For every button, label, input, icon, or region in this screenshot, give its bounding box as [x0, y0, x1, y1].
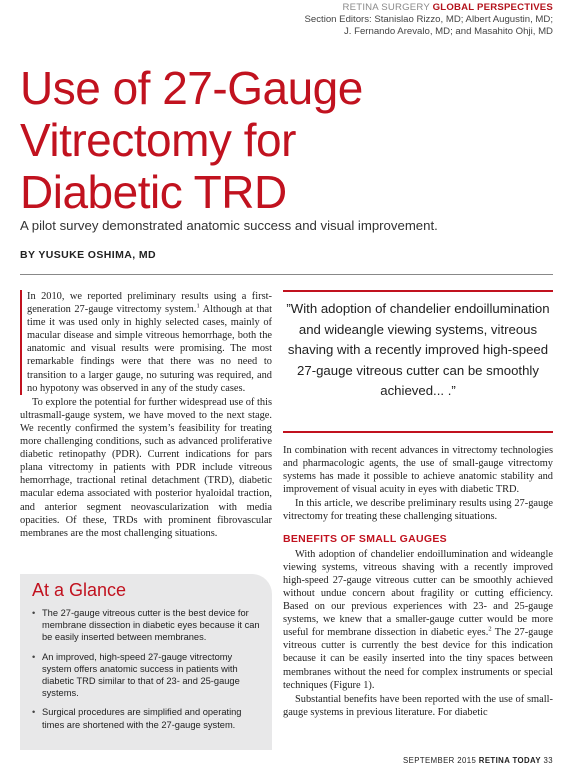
- at-a-glance-item: • An improved, high-speed 27-gauge vitrectomy system offers anatomic success in patients with diabetic TRD similar to that of 23- and 25-gauge systems.: [32, 651, 262, 700]
- footer-publication: RETINA TODAY: [478, 756, 541, 765]
- section-header: [305, 2, 553, 37]
- section-label: [305, 2, 553, 14]
- right-paragraph-2: In this article, we describe preliminary results using 27-gauge vitrectomy for treating these challenging situations.: [283, 498, 553, 523]
- article-byline: BY YUSUKE OSHIMA, MD: [20, 249, 156, 261]
- at-a-glance-list: [32, 607, 262, 731]
- at-a-glance-box: [20, 574, 272, 750]
- section-editors-line2: J. Fernando Arevalo, MD; and Masahito Ohji, MD: [343, 25, 553, 37]
- left-paragraph-1-text: In 2010, we reported preliminary results using a first-generation 27-gauge vitrectomy system.: [27, 291, 272, 316]
- article-subtitle: A pilot survey demonstrated anatomic success and visual improvement.: [20, 218, 438, 233]
- left-paragraph-2: To explore the potential for further widespread use of this ultrasmall-gauge system, we have moved to the next stage. We recently confirmed the system’s feasibility for treating more challenging conditions, such as advanced proliferative diabetic retinopathy (PDR). Current indications for pars plana vitrectomy in patients with PDR include vitreous hemorrhage, tractional retinal detachment (TRD), diabetic macular edema associated with posterior hyaloidal traction, and anterior segment neovascularization with media opacities. Of these, TRDs with prominent fibrovascular membranes are the most challenging situations.: [20, 396, 272, 539]
- right-column: [283, 444, 553, 720]
- section-editors-line1: Section Editors: Stanislao Rizzo, MD; Albert Augustin, MD;: [304, 13, 553, 25]
- right-paragraph-3: [283, 548, 553, 692]
- right-paragraph-3-text: With adoption of chandelier endoillumination and wideangle viewing systems, vitreous shaving with a recently improved high-speed 27-gauge vitreous cutter can be smoothly achieved without undue concern about fragility or cutting efficiency. Based on our previous experiences with 23- and 25-gauge systems, we knew that a smaller-gauge cutter would be more useful for membrane dissection in diabetic eyes.: [283, 548, 553, 639]
- footer-date: SEPTEMBER 2015: [403, 756, 477, 765]
- reference-1: 1: [196, 302, 200, 310]
- article-title-line2: Vitrectomy for: [20, 114, 296, 166]
- section-label-red: GLOBAL PERSPECTIVES: [432, 2, 553, 13]
- article-title-line1: Use of 27-Gauge: [20, 62, 363, 114]
- at-a-glance-item: • The 27-gauge vitreous cutter is the best device for membrane dissection in diabetic eyes because it can be easily inserted between membranes.: [32, 607, 262, 644]
- left-paragraph-1-cont: Although at that time it was used only in highly selected cases, mainly of macular disease and simple vitreous hemorrhage, both the anatomic and visual results were promising. The most remarkable findings were that there was no need to transition to a larger gauge, no suturing was required, and no hypotony was observed in any of the study cases.: [27, 304, 272, 394]
- pull-quote-bottom-rule: [283, 431, 553, 433]
- left-paragraph-1: [20, 290, 272, 395]
- reference-2: 2: [488, 625, 492, 633]
- page-footer: [403, 756, 553, 765]
- section-heading-benefits: BENEFITS OF SMALL GAUGES: [283, 532, 447, 545]
- right-paragraph-3-cont: The 27-gauge vitreous cutter is currently the best device for this indication because it can be easily inserted into the tiny spaces between membranes without the need for complex instruments or special techniques (Figure 1).: [283, 627, 553, 691]
- pull-quote-top-rule: [283, 290, 553, 292]
- left-column: [20, 290, 272, 541]
- section-label-grey: RETINA SURGERY: [342, 2, 430, 13]
- article-title: [20, 62, 540, 218]
- right-paragraph-1: In combination with recent advances in vitrectomy technologies and pharmacologic agents, the use of small-gauge vitrectomy systems has made it possible to achieve anatomic stability and improvement of visual acuity in eyes with diabetic TRD.: [283, 445, 553, 496]
- header-divider: [20, 274, 553, 275]
- at-a-glance-item: • Surgical procedures are simplified and operating times are shortened with the 27-gauge system.: [32, 706, 262, 730]
- at-a-glance-title: At a Glance: [32, 580, 127, 600]
- pull-quote: ”With adoption of chandelier endoillumination and wideangle viewing systems, vitreous shaving with a recently improved high-speed 27-gauge vitreous cutter can be smoothly achieved... .”: [286, 301, 550, 399]
- footer-page-number: 33: [543, 756, 553, 765]
- article-title-line3: Diabetic TRD: [20, 166, 287, 218]
- right-paragraph-4: Substantial benefits have been reported with the use of small-gauge systems in previous literature. For diabetic: [283, 693, 553, 718]
